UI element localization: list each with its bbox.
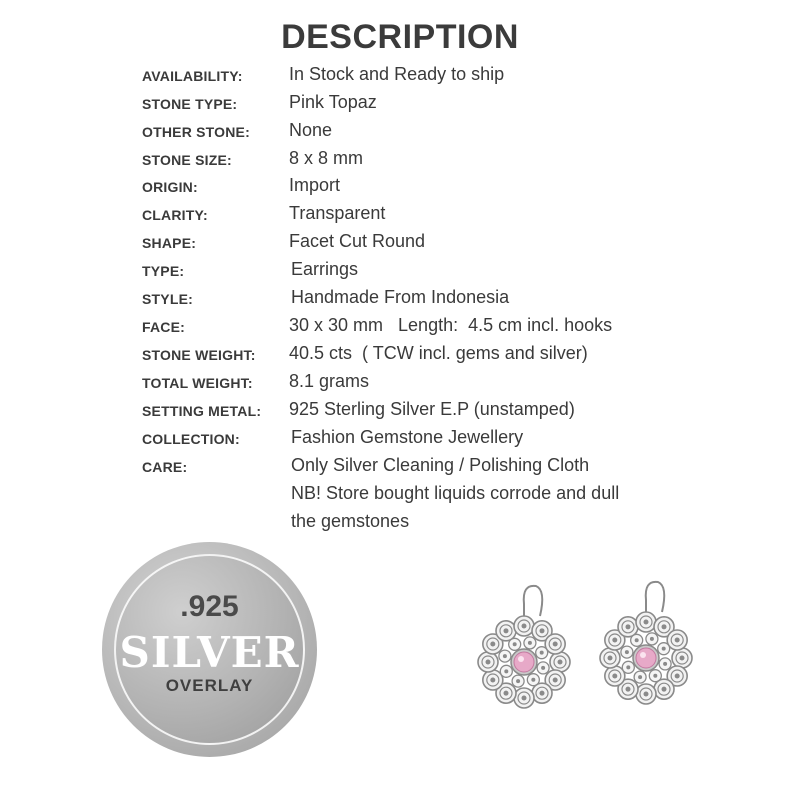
filigree-center: [626, 624, 631, 629]
filigree-center: [490, 678, 495, 683]
filigree-center: [553, 678, 558, 683]
filigree-center: [644, 692, 649, 697]
spec-row-care: [0, 453, 800, 481]
spec-row-collection: [0, 425, 800, 453]
filigree-center: [490, 642, 495, 647]
filigree-inner-center: [635, 638, 639, 642]
spec-value: Earrings: [291, 259, 359, 279]
spec-row-shape: [0, 229, 800, 257]
filigree-center: [486, 660, 491, 665]
filigree-center: [644, 620, 649, 625]
spec-value: 8 x 8 mm: [289, 148, 364, 168]
filigree-inner-center: [638, 675, 642, 679]
care-note-text: the gemstones: [291, 511, 410, 531]
spec-label: OTHER STONE:: [142, 124, 250, 140]
filigree-inner-center: [516, 679, 520, 683]
badge-purity-text: .925: [180, 590, 239, 623]
spec-row-face: [0, 313, 800, 341]
spec-row-type: [0, 257, 800, 285]
spec-label: STONE SIZE:: [142, 152, 232, 168]
spec-row-stone-size: [0, 146, 800, 174]
filigree-inner-center: [650, 637, 654, 641]
filigree-inner-center: [625, 650, 629, 654]
spec-row-other-stone: [0, 118, 800, 146]
filigree-inner-center: [663, 662, 667, 666]
spec-row-clarity: [0, 201, 800, 229]
filigree-inner-center: [513, 642, 517, 646]
filigree-center: [522, 624, 527, 629]
product-image-earrings: [462, 570, 718, 730]
badge-silver-text: SILVER: [119, 628, 300, 677]
pink-topaz-stone: [636, 648, 656, 668]
spec-label: STONE WEIGHT:: [142, 347, 256, 363]
spec-label: SHAPE:: [142, 235, 197, 251]
spec-value: In Stock and Ready to ship: [289, 64, 505, 84]
filigree-center: [675, 638, 680, 643]
spec-label: TYPE:: [142, 263, 185, 279]
spec-row-origin: [0, 173, 800, 201]
spec-label: AVAILABILITY:: [142, 68, 243, 84]
spec-value: Transparent: [289, 203, 386, 223]
stone-highlight: [518, 656, 524, 662]
filigree-inner-center: [541, 666, 545, 670]
spec-row-total-weight: [0, 369, 800, 397]
spec-value: None: [289, 120, 333, 140]
spec-value: Only Silver Cleaning / Polishing Cloth: [291, 455, 590, 475]
spec-label: SETTING METAL:: [142, 403, 262, 419]
filigree-inner-center: [531, 678, 535, 682]
spec-row-style: [0, 285, 800, 313]
earring-hook: [524, 586, 543, 618]
badge-overlay-text: OVERLAY: [165, 676, 254, 695]
filigree-center: [608, 656, 613, 661]
spec-label: COLLECTION:: [142, 431, 240, 447]
spec-label: TOTAL WEIGHT:: [142, 375, 253, 391]
filigree-center: [612, 674, 617, 679]
spec-value: Facet Cut Round: [289, 231, 426, 251]
page-title: DESCRIPTION: [281, 18, 519, 56]
spec-value: 30 x 30 mm Length: 4.5 cm incl. hooks: [289, 315, 613, 335]
spec-value: 8.1 grams: [289, 371, 370, 391]
care-note-text: NB! Store bought liquids corrode and dull: [291, 483, 620, 503]
filigree-center: [662, 624, 667, 629]
filigree-center: [662, 687, 667, 692]
spec-value: Pink Topaz: [289, 92, 377, 112]
spec-label: ORIGIN:: [142, 179, 198, 195]
spec-label: FACE:: [142, 319, 185, 335]
spec-value: Fashion Gemstone Jewellery: [291, 427, 524, 447]
spec-value: 925 Sterling Silver E.P (unstamped): [289, 399, 575, 419]
spec-label: CLARITY:: [142, 207, 208, 223]
spec-value: Handmade From Indonesia: [291, 287, 510, 307]
spec-label: STYLE:: [142, 291, 193, 307]
filigree-inner-center: [528, 641, 532, 645]
filigree-center: [612, 638, 617, 643]
filigree-inner-center: [653, 674, 657, 678]
spec-row-availability: [0, 62, 800, 90]
earring-hook: [646, 582, 665, 614]
spec-value: 40.5 cts ( TCW incl. gems and silver): [289, 343, 588, 363]
filigree-center: [553, 642, 558, 647]
filigree-center: [558, 660, 563, 665]
spec-label: STONE TYPE:: [142, 96, 238, 112]
filigree-inner-center: [662, 647, 666, 651]
silver-overlay-badge: [102, 542, 317, 757]
spec-value: Import: [289, 175, 341, 195]
filigree-center: [680, 656, 685, 661]
filigree-center: [540, 691, 545, 696]
care-note-line-1: [0, 481, 800, 509]
filigree-center: [675, 674, 680, 679]
filigree-inner-center: [540, 651, 544, 655]
pink-topaz-stone: [514, 652, 534, 672]
spec-row-setting-metal: [0, 397, 800, 425]
earrings-illustration: [462, 570, 718, 730]
filigree-center: [540, 628, 545, 633]
spec-label: CARE:: [142, 459, 188, 475]
filigree-inner-center: [503, 654, 507, 658]
stone-highlight: [640, 652, 646, 658]
filigree-center: [504, 691, 509, 696]
spec-row-stone-weight: [0, 341, 800, 369]
filigree-inner-center: [504, 669, 508, 673]
filigree-center: [504, 628, 509, 633]
filigree-inner-center: [626, 665, 630, 669]
care-note-line-2: [0, 509, 800, 537]
filigree-center: [626, 687, 631, 692]
filigree-center: [522, 696, 527, 701]
spec-row-stone-type: [0, 90, 800, 118]
